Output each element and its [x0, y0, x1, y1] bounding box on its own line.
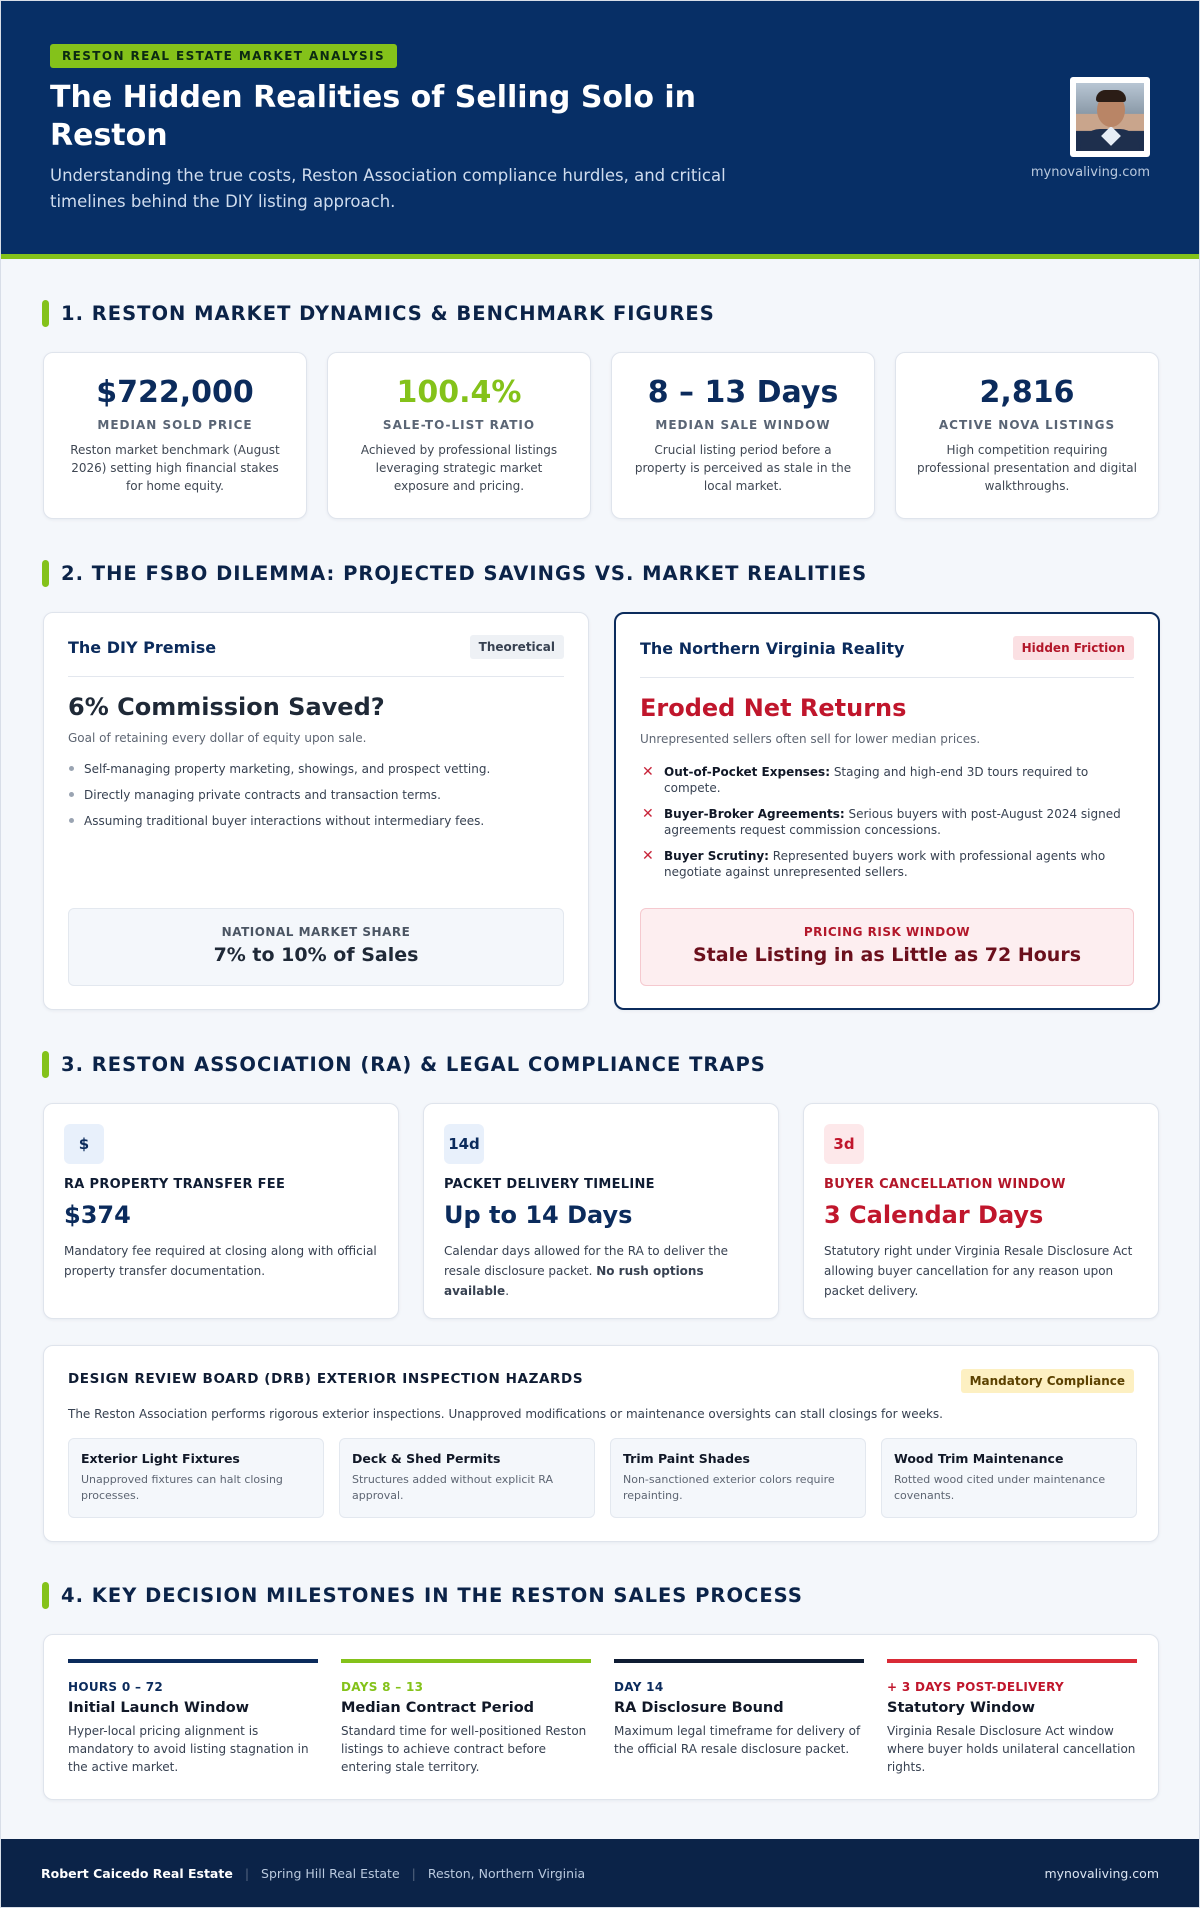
- agent-photo: [1076, 83, 1144, 151]
- nova-reality-card: [614, 612, 1160, 1010]
- ra-value: $374: [64, 1201, 131, 1229]
- milestone-desc: Standard time for well-positioned Reston listings to achieve contract before entering stale territory.: [341, 1724, 587, 1774]
- pricing-risk-box: [640, 908, 1134, 986]
- reality-subline: Unrepresented sellers often sell for lower median prices.: [640, 732, 981, 746]
- drb-hazards-card: [43, 1345, 1159, 1542]
- divider: [640, 677, 1134, 678]
- ra-desc: Mandatory fee required at closing along with official property transfer documentation.: [64, 1244, 377, 1278]
- milestone-bar: [341, 1659, 591, 1663]
- milestone-bar: [68, 1659, 318, 1663]
- stat-value: 100.4%: [396, 375, 522, 410]
- accent-bar: [42, 560, 49, 587]
- list-item-text: Serious buyers with post-August 2024 signed agreements request commission concessions.: [664, 807, 1121, 837]
- list-item-text: Assuming traditional buyer interactions without intermediary fees.: [84, 814, 485, 828]
- stat-value: 8 – 13 Days: [647, 375, 839, 410]
- section-3-title: 3. RESTON ASSOCIATION (RA) & LEGAL COMPLIANCE TRAPS: [61, 1052, 766, 1076]
- calendar-14d-icon: 14d: [444, 1124, 484, 1164]
- page-subtitle: Understanding the true costs, Reston Association compliance hurdles, and critical timelines behind the DIY listing approach.: [50, 166, 726, 211]
- stat-label: MEDIAN SALE WINDOW: [655, 418, 831, 432]
- milestone-title: Median Contract Period: [341, 1700, 535, 1716]
- hazard-desc: Rotted wood cited under maintenance covenants.: [894, 1473, 1106, 1502]
- diy-premise-card: [43, 612, 589, 1010]
- stat-card-sale-window: [611, 352, 875, 519]
- page: [1, 1, 1199, 1907]
- section-2-heading: [42, 559, 867, 587]
- list-item: [68, 761, 564, 777]
- hazard-desc: Non-sanctioned exterior colors require repainting.: [623, 1473, 835, 1502]
- hazard-item: [68, 1438, 324, 1518]
- ra-desc-end: .: [505, 1284, 510, 1298]
- milestone-key: DAYS 8 – 13: [341, 1680, 424, 1694]
- diy-subline: Goal of retaining every dollar of equity upon sale.: [68, 731, 367, 745]
- milestone-desc: Maximum legal timeframe for delivery of the official RA resale disclosure packet.: [614, 1724, 861, 1756]
- milestone-bar: [614, 1659, 864, 1663]
- hazard-title: Exterior Light Fixtures: [81, 1451, 240, 1466]
- bullet-icon: [69, 792, 74, 797]
- reality-headline: Eroded Net Returns: [640, 694, 907, 722]
- list-item-text: Represented buyers work with professional agents who negotiate against unrepresented sellers.: [664, 849, 1106, 879]
- close-icon: ✕: [642, 806, 654, 822]
- pricing-risk-value: Stale Listing in as Little as 72 Hours: [692, 944, 1082, 966]
- stat-label: MEDIAN SOLD PRICE: [97, 418, 253, 432]
- ra-value: 3 Calendar Days: [824, 1201, 1044, 1229]
- milestone-item: [341, 1659, 591, 1776]
- stat-card-sale-to-list: [327, 352, 591, 519]
- hidden-friction-badge: Hidden Friction: [1013, 636, 1134, 660]
- milestone-title: RA Disclosure Bound: [614, 1700, 784, 1716]
- milestone-key: DAY 14: [614, 1680, 664, 1694]
- stat-desc: Reston market benchmark (August 2026) setting high financial stakes for home equity.: [70, 443, 280, 493]
- avatar: [1070, 77, 1150, 157]
- footer-location: Reston, Northern Virginia: [427, 1865, 586, 1881]
- stat-desc: Achieved by professional listings leveraging strategic market exposure and pricing.: [360, 443, 558, 493]
- ra-value: Up to 14 Days: [444, 1201, 633, 1229]
- milestone-item: [887, 1659, 1137, 1776]
- market-share-label: NATIONAL MARKET SHARE: [221, 925, 411, 939]
- list-item: [640, 764, 1134, 796]
- drb-title: DESIGN REVIEW BOARD (DRB) EXTERIOR INSPECTION HAZARDS: [68, 1371, 584, 1387]
- section-1-heading: [42, 299, 715, 327]
- stat-value: $722,000: [96, 375, 254, 410]
- stat-card-median-price: [43, 352, 307, 519]
- list-item-text: Directly managing private contracts and transaction terms.: [84, 788, 441, 802]
- list-item-bold: Out-of-Pocket Expenses:: [664, 765, 830, 779]
- drb-desc: The Reston Association performs rigorous exterior inspections. Unapproved modifications or maintenance oversights can stall closings for weeks.: [68, 1407, 943, 1421]
- ra-label: PACKET DELIVERY TIMELINE: [444, 1177, 655, 1192]
- footer-site-link[interactable]: mynovaliving.com: [1044, 1865, 1159, 1881]
- section-2-title: 2. THE FSBO DILEMMA: PROJECTED SAVINGS VS. MARKET REALITIES: [61, 561, 868, 585]
- market-share-value: 7% to 10% of Sales: [213, 944, 419, 966]
- stat-desc: High competition requiring professional presentation and digital walkthroughs.: [917, 443, 1137, 493]
- milestone-desc: Hyper-local pricing alignment is mandatory to avoid listing stagnation in the active market.: [68, 1724, 309, 1774]
- section-1-title: 1. RESTON MARKET DYNAMICS & BENCHMARK FIGURES: [61, 301, 715, 325]
- section-3-heading: [42, 1050, 766, 1078]
- list-item-bold: Buyer-Broker Agreements:: [664, 807, 845, 821]
- list-item-bold: Buyer Scrutiny:: [664, 849, 769, 863]
- hazard-title: Wood Trim Maintenance: [894, 1451, 1064, 1466]
- market-share-box: [68, 908, 564, 986]
- footer: [1, 1839, 1199, 1907]
- section-4-title: 4. KEY DECISION MILESTONES IN THE RESTON SALES PROCESS: [61, 1583, 803, 1607]
- reality-heading: The Northern Virginia Reality: [640, 638, 905, 658]
- bullet-icon: [69, 818, 74, 823]
- calendar-3d-icon: 3d: [824, 1124, 864, 1164]
- list-item-text: Self-managing property marketing, showings, and prospect vetting.: [84, 762, 491, 776]
- milestone-key: HOURS 0 – 72: [68, 1680, 164, 1694]
- eyebrow-badge: RESTON REAL ESTATE MARKET ANALYSIS: [50, 44, 397, 68]
- ra-cancellation-card: [803, 1103, 1159, 1319]
- ra-transfer-fee-card: [43, 1103, 399, 1319]
- ra-desc: Statutory right under Virginia Resale Disclosure Act allowing buyer cancellation for any reason upon packet delivery.: [824, 1244, 1133, 1298]
- reality-list: [640, 764, 1134, 890]
- stat-desc: Crucial listing period before a property is perceived as stale in the local market.: [634, 443, 852, 493]
- list-item-text: Staging and high-end 3D tours required to compete.: [664, 765, 1089, 795]
- milestone-item: [68, 1659, 318, 1776]
- milestone-item: [614, 1659, 864, 1758]
- bullet-icon: [69, 766, 74, 771]
- hazard-desc: Unapproved fixtures can halt closing processes.: [81, 1473, 283, 1502]
- list-item: [68, 813, 564, 829]
- close-icon: ✕: [642, 848, 654, 864]
- hazard-title: Trim Paint Shades: [623, 1451, 750, 1466]
- ra-desc: [444, 1241, 758, 1301]
- ra-desc-bold: No rush options available: [444, 1264, 704, 1298]
- divider: [68, 676, 564, 677]
- milestone-key: + 3 DAYS POST-DELIVERY: [887, 1680, 1065, 1694]
- hazard-item: [881, 1438, 1137, 1518]
- hazard-title: Deck & Shed Permits: [352, 1451, 501, 1466]
- milestone-title: Initial Launch Window: [68, 1700, 250, 1716]
- stat-card-active-listings: [895, 352, 1159, 519]
- stat-value: 2,816: [979, 375, 1075, 410]
- ra-label: BUYER CANCELLATION WINDOW: [824, 1177, 1066, 1192]
- ra-label: RA PROPERTY TRANSFER FEE: [64, 1177, 286, 1192]
- hazard-desc: Structures added without explicit RA approval.: [352, 1473, 554, 1502]
- milestone-bar: [887, 1659, 1137, 1663]
- milestone-desc: Virginia Resale Disclosure Act window where buyer holds unilateral cancellation rights.: [887, 1724, 1136, 1774]
- close-icon: ✕: [642, 764, 654, 780]
- accent-bar: [42, 1582, 49, 1609]
- stat-label: ACTIVE NOVA LISTINGS: [938, 418, 1116, 432]
- footer-brokerage: Spring Hill Real Estate: [261, 1865, 400, 1881]
- diy-heading: The DIY Premise: [68, 637, 217, 657]
- page-title: The Hidden Realities of Selling Solo in Reston: [50, 80, 697, 153]
- pricing-risk-label: PRICING RISK WINDOW: [803, 925, 971, 939]
- milestones-card: [43, 1634, 1159, 1800]
- milestone-title: Statutory Window: [887, 1700, 1035, 1716]
- section-4-heading: [42, 1581, 803, 1609]
- list-item: [68, 787, 564, 803]
- footer-separator: |: [244, 1865, 250, 1881]
- list-item: [640, 848, 1134, 880]
- footer-separator: |: [411, 1865, 416, 1881]
- footer-brand: Robert Caicedo Real Estate: [41, 1865, 233, 1881]
- ra-packet-timeline-card: [423, 1103, 779, 1319]
- accent-bar: [42, 300, 49, 327]
- mandatory-compliance-badge: Mandatory Compliance: [961, 1369, 1134, 1393]
- header-site-link[interactable]: mynovaliving.com: [1030, 165, 1150, 180]
- hazard-item: [610, 1438, 866, 1518]
- diy-list: [68, 761, 564, 839]
- accent-bar: [42, 1051, 49, 1078]
- hazard-item: [339, 1438, 595, 1518]
- list-item: [640, 806, 1134, 838]
- header: [1, 1, 1199, 259]
- diy-headline: 6% Commission Saved?: [68, 693, 385, 721]
- dollar-icon: $: [64, 1124, 104, 1164]
- ra-desc-text: Calendar days allowed for the RA to deliver the resale disclosure packet.: [444, 1244, 729, 1278]
- stat-label: SALE-TO-LIST RATIO: [382, 418, 536, 432]
- theoretical-badge: Theoretical: [470, 635, 564, 659]
